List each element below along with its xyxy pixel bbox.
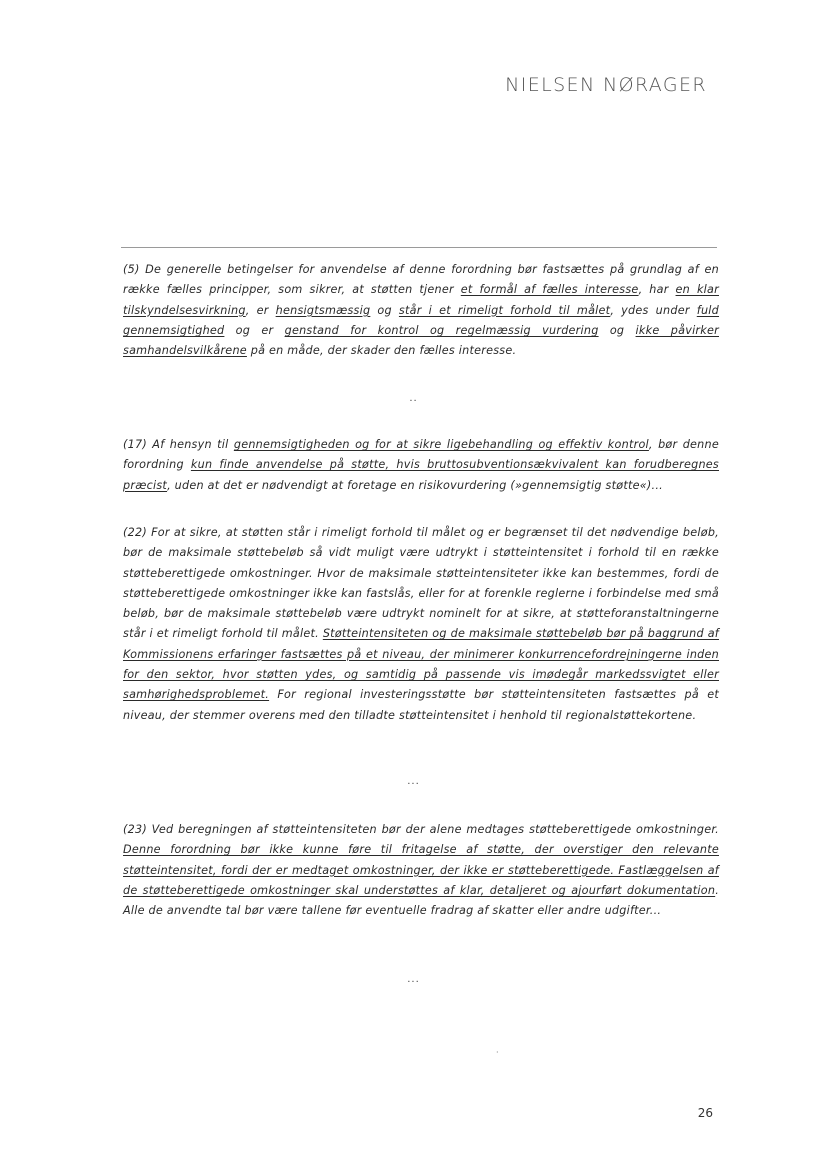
scan-speck: · — [496, 1048, 499, 1057]
paragraph-17 — [123, 435, 719, 496]
paragraph-text: . Alle de anvendte tal bør være tallene før eventuelle fradrag af skatter eller andre udgifter... — [123, 883, 719, 918]
paragraph-text: og — [370, 303, 399, 317]
underlined-text: Støtteintensiteten og de maksimale støttebeløb bør på baggrund af Kommissionens erfaringer fastsættes på et niveau, der minimerer konkurrencefordrejningerne inden for den sektor, hvor støtten ydes, og samtidig på passende vis imødegår markedssvigtet eller samhørighedsproblemet. — [123, 627, 719, 702]
paragraph-text: (5) De generelle betingelser for anvendelse af denne forordning bør fastsættes på grundlag af en række fælles principper, som sikrer, at støtten tjener — [123, 263, 719, 297]
ellipsis-separator: .. — [409, 393, 418, 404]
ellipsis-separator: ... — [407, 974, 420, 985]
paragraph-text: , bør denne forordning — [123, 438, 719, 472]
paragraph-text: og er — [224, 323, 285, 337]
paragraph-text: (23) Ved beregningen af støtteintensiteten bør der alene medtages støtteberettigede omkostninger. — [123, 823, 719, 836]
paragraph-text: , har — [638, 283, 676, 297]
paragraph-text: , ydes under — [610, 303, 697, 317]
underlined-text: Denne forordning bør ikke kunne føre til fritagelse af støtte, der overstiger den relevante støtteintensitet, fordi der er medtaget omkostninger, der ikke er støtteberettigede. Fastlæggelsen af de støtteberettigede omkostninger skal understøttes af klar, detaljeret og ajourført dokumentation — [123, 843, 719, 897]
header-divider — [121, 247, 717, 248]
company-logo: NIELSEN NØRAGER — [505, 74, 707, 96]
underlined-text: gennemsigtigheden og for at sikre ligebehandling og effektiv kontrol — [233, 438, 649, 451]
underlined-text: fuld gennemsigtighed — [123, 303, 720, 337]
paragraph-text: på en måde, der skader den fælles interesse. — [246, 344, 517, 358]
paragraph-22 — [123, 523, 719, 726]
underlined-text: står i et rimeligt forhold til målet — [398, 303, 611, 317]
underlined-text: en klar tilskyndelsesvirkning — [123, 283, 719, 317]
paragraph-text: , er — [245, 303, 276, 317]
underlined-text: hensigtsmæssig — [275, 303, 371, 317]
page-number: 26 — [697, 1106, 713, 1120]
paragraph-text: (17) Af hensyn til — [123, 438, 234, 451]
underlined-text: genstand for kontrol og regelmæssig vurdering — [284, 323, 599, 337]
underlined-text: ikke påvirker samhandelsvilkårene — [123, 323, 719, 358]
paragraph-text: (22) For at sikre, at støtten står i rimeligt forhold til målet og er begrænset til det nødvendige beløb, bør de maksimale støttebeløb så vidt muligt være udtrykt i støtteintensitet i forhold til en række støtteberettigede omkostninger. Hvor de maksimale støtteintensiteter ikke kan bestemmes, fordi de støtteberettigede omkostninger ikke kan fastslås, eller for at forenkle reglerne i forbindelse med små beløb, bør de maksimale støttebeløb være udtrykt nominelt for at sikre, at støtteforanstaltningerne står i et rimeligt forhold til målet. — [123, 526, 719, 641]
paragraph-text: , uden at det er nødvendigt at foretage en risikovurdering (»gennemsigtig støtte«)... — [167, 478, 663, 492]
underlined-text: et formål af fælles interesse — [460, 283, 639, 297]
paragraph-23 — [123, 820, 719, 921]
underlined-text: kun finde anvendelse på støtte, hvis bruttosubventionsækvivalent kan forudberegnes præcist — [123, 458, 719, 492]
paragraph-text: og — [598, 323, 636, 337]
paragraph-5 — [123, 260, 719, 361]
ellipsis-separator: ... — [407, 776, 420, 787]
paragraph-text: For regional investeringsstøtte bør støtteintensiteten fastsættes på et niveau, der stemmer overens med den tilladte støtteintensitet i henhold til regionalstøttekortene. — [123, 688, 719, 722]
